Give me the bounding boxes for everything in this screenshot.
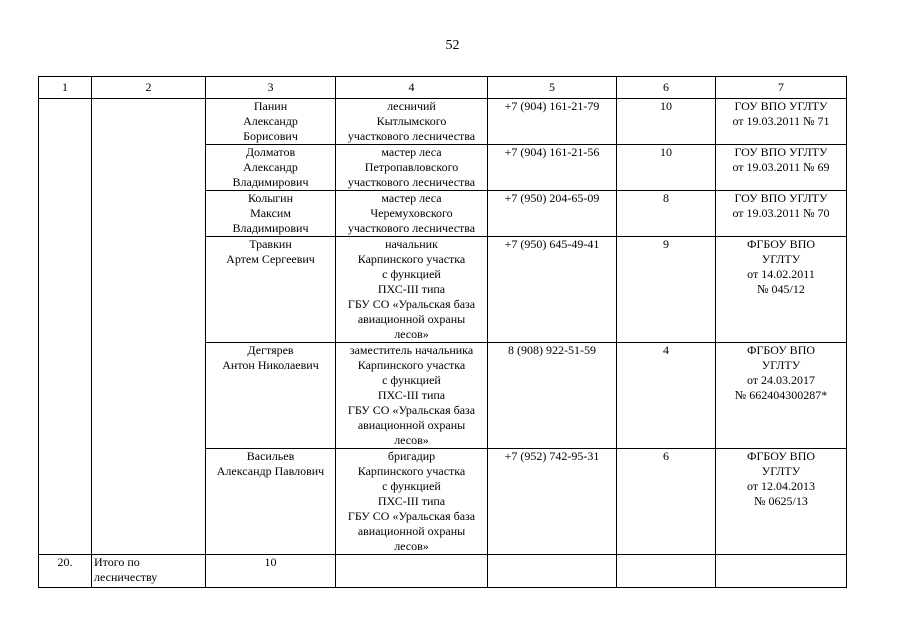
total-row-empty-4 xyxy=(336,555,488,588)
employee-position: заместитель начальника Карпинского участка с функцией ПХС-III типа ГБУ СО «Уральская база авиационной охраны лесов» xyxy=(336,343,488,449)
employee-phone: +7 (950) 204-65-09 xyxy=(488,191,617,237)
page-number: 52 xyxy=(445,38,460,53)
column-header-5: 5 xyxy=(488,77,617,99)
column-header-1: 1 xyxy=(39,77,92,99)
employee-phone: +7 (952) 742-95-31 xyxy=(488,449,617,555)
total-row-empty-5 xyxy=(488,555,617,588)
total-row-empty-6 xyxy=(617,555,716,588)
employee-document: ФГБОУ ВПО УГЛТУ от 24.03.2017 № 662404300287* xyxy=(716,343,847,449)
merged-forestry-cell xyxy=(92,99,206,555)
employee-position: лесничий Кытлымского участкового лесничества xyxy=(336,99,488,145)
column-header-2: 2 xyxy=(92,77,206,99)
employee-name: Долматов Александр Владимирович xyxy=(206,145,336,191)
column-header-3: 3 xyxy=(206,77,336,99)
table-row xyxy=(39,99,847,145)
employee-document: ГОУ ВПО УГЛТУ от 19.03.2011 № 70 xyxy=(716,191,847,237)
employee-name: Дегтярев Антон Николаевич xyxy=(206,343,336,449)
employee-phone: +7 (904) 161-21-79 xyxy=(488,99,617,145)
staff-table xyxy=(38,76,847,588)
employee-position: бригадир Карпинского участка с функцией ПХС-III типа ГБУ СО «Уральская база авиационной охраны лесов» xyxy=(336,449,488,555)
total-row-value: 10 xyxy=(206,555,336,588)
employee-position: начальник Карпинского участка с функцией ПХС-III типа ГБУ СО «Уральская база авиационной охраны лесов» xyxy=(336,237,488,343)
employee-count: 4 xyxy=(617,343,716,449)
total-row-label: Итого по лесничеству xyxy=(92,555,206,588)
employee-position: мастер леса Черемуховского участкового лесничества xyxy=(336,191,488,237)
column-header-4: 4 xyxy=(336,77,488,99)
employee-position: мастер леса Петропавловского участкового лесничества xyxy=(336,145,488,191)
employee-phone: +7 (904) 161-21-56 xyxy=(488,145,617,191)
total-row xyxy=(39,555,847,588)
employee-name: Колыгин Максим Владимирович xyxy=(206,191,336,237)
employee-count: 10 xyxy=(617,145,716,191)
column-header-6: 6 xyxy=(617,77,716,99)
employee-document: ФГБОУ ВПО УГЛТУ от 12.04.2013 № 0625/13 xyxy=(716,449,847,555)
column-header-7: 7 xyxy=(716,77,847,99)
employee-document: ГОУ ВПО УГЛТУ от 19.03.2011 № 69 xyxy=(716,145,847,191)
employee-count: 8 xyxy=(617,191,716,237)
employee-document: ГОУ ВПО УГЛТУ от 19.03.2011 № 71 xyxy=(716,99,847,145)
employee-phone: 8 (908) 922-51-59 xyxy=(488,343,617,449)
total-row-number: 20. xyxy=(39,555,92,588)
employee-count: 10 xyxy=(617,99,716,145)
merged-number-cell xyxy=(39,99,92,555)
employee-name: Васильев Александр Павлович xyxy=(206,449,336,555)
header-row xyxy=(39,77,847,99)
employee-phone: +7 (950) 645-49-41 xyxy=(488,237,617,343)
employee-count: 9 xyxy=(617,237,716,343)
total-row-empty-7 xyxy=(716,555,847,588)
employee-name: Травкин Артем Сергеевич xyxy=(206,237,336,343)
employee-name: Панин Александр Борисович xyxy=(206,99,336,145)
employee-count: 6 xyxy=(617,449,716,555)
employee-document: ФГБОУ ВПО УГЛТУ от 14.02.2011 № 045/12 xyxy=(716,237,847,343)
